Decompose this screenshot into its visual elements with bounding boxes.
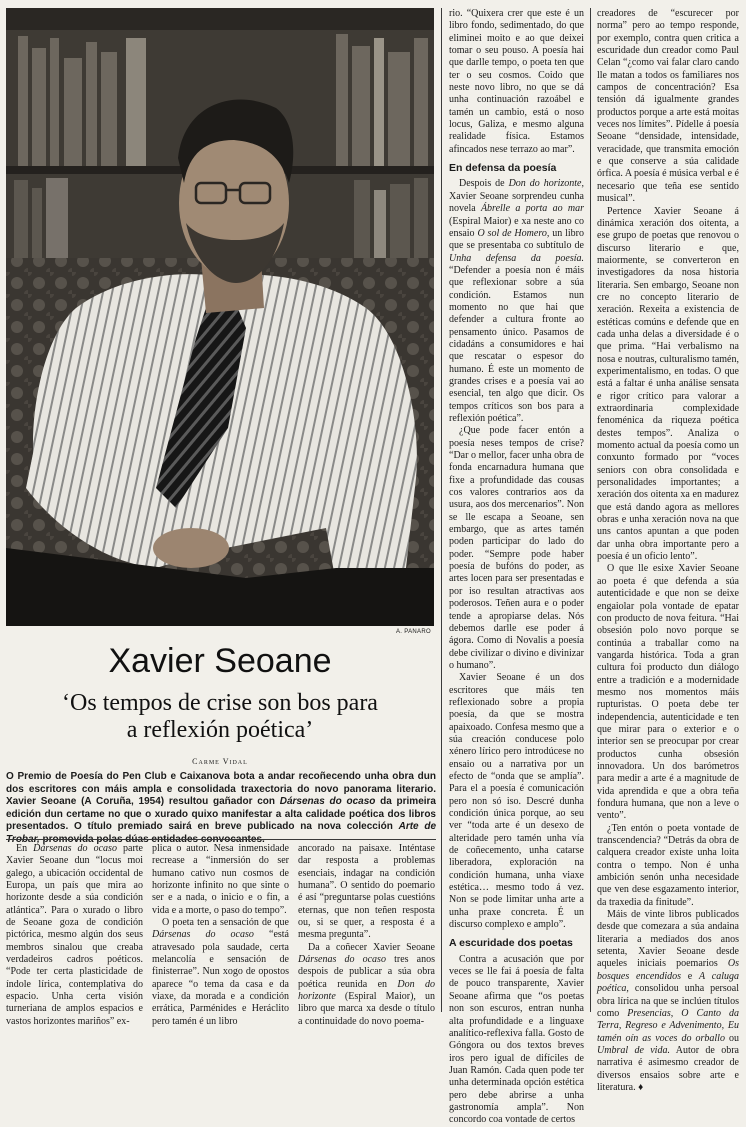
right-column bbox=[597, 8, 740, 1093]
right-paragraph-5 bbox=[597, 909, 739, 1094]
bottom-col1-paragraph bbox=[6, 843, 143, 1028]
bottom-col2-paragraph-1: plica o autor. Nesa inmensidade recrease a “inmersión do ser humano cativo nun cosmos de horizonte infinito no que sinte o ser e a nada, o inicio e o fin, a vida e a morte, o paso do tempo”. bbox=[152, 843, 289, 916]
book-title: Dársenas do ocaso bbox=[152, 929, 254, 941]
book-title: O sol de Homero, bbox=[477, 227, 550, 239]
book-title: A caluga poética, bbox=[597, 970, 739, 995]
book-subtitle: Unha defensa da poesía. bbox=[449, 252, 584, 264]
middle-paragraph-5: Contra a acusación que por veces se lle fai á poesía de falta de pouco transparente, Xavier Seoane afirma que “os poetas non son escuros, entran nunha alta profundidade e a linguaxe analítico-reflexiva falla. Gosto de Góngora ou dos textos breves iros pero igual de difíciles de Juan Ramón. Cada quen pode ter unha determinada opción estética pero debe abrirse a unha gastronomía ampla”. Non concordo coa vontade de certos bbox=[449, 953, 584, 1126]
middle-column bbox=[449, 8, 585, 1126]
column-rule-1 bbox=[441, 8, 442, 1012]
byline bbox=[6, 757, 434, 766]
middle-paragraph-4: Xavier Seoane é un dos escritores que máis ten reflexionado sobre a propia poesía, da que se mostra apaixoado. Confesa mesmo que a súa creación conducese polo xénero lírico pero introdúcese no ensaio ou a narrativa por un efecto de “onda que se amplía”. Para el a poesía é comunicación pero non só iso. Descré dunha condición única porque, ao seu ver “toda arte é un desexo de alteridade pero tamén unha vía de coñecemento, unha catarse liberadora, exploración na condición humana, unha viaxe estética… mesmo todo á vez. Non se pode limitar unha arte a unha praxe concreta. É un discurso complexo e amplo”. bbox=[449, 672, 584, 931]
book-title: Don do horizonte, bbox=[508, 178, 584, 190]
headline-title: Xavier Seoane bbox=[108, 642, 332, 680]
subtitle-line-2: a reflexión poética’ bbox=[126, 717, 314, 743]
middle-paragraph-3: ¿Que pode facer entón a poesía neses tempos de crise? “Dar o mellor, facer unha obra de fonda encarnadura humana que fixe a profundidade das cousas cos valores contrarios aos da usura, aos dos mercenarios”. Non se lle escapa a Seoane, sen embargo, que as artes tamén poden participar do lado do poder. “Sempre pode haber poesía de bufóns do poder, as artes locen para ser presentadas e por iso resultan atractivas aos poderosos. Teñen aura e o poder tende a apropiarse delas. Nós debemos darlle ese poder á ágora. Como di Novalis a poesía debe civilizar o divino e divinizar o humano”. bbox=[449, 425, 584, 671]
text: Máis de vinte libros publicados desde que comezara a súa andaina literaria a mediados dos anos setenta, Xavier Seoane desde aqueles iniciais poemarios bbox=[597, 909, 739, 970]
column-rule-2 bbox=[590, 8, 591, 1012]
byline-author: Carme Vidal bbox=[192, 757, 248, 766]
portrait-illustration bbox=[6, 8, 434, 626]
bottom-column-3 bbox=[298, 843, 435, 1027]
book-title: Umbral de vida. bbox=[597, 1044, 670, 1056]
text: Despois de bbox=[459, 178, 509, 190]
bottom-col2-paragraph-2 bbox=[152, 917, 289, 1028]
text: “está atravesado pola saudade, certa melancolía e sensación de finisterrae”. Nun xogo de opostos aparece “o tema da casa e da viaxe, da morada e a condición errática, Parménides e Heráclito pero tamén é un libro bbox=[152, 929, 289, 1027]
text: parte Xavier Seoane dun “locus moi galego, a ubicación occidental de Europa, un país que mira ao horizonte desde a súa condición atlántica”. Para o xurado o libro de Seoane goza de condición pictórica, mesmo algún dos seus membros sinalou que creaba verdadeiros cadros poéticos. “Pode ter certa plasticidade de índole lírica, contemplativa do espacio. Unha certa visión turneriana de amplos espacios e vastos horizontes mariños” ex- bbox=[6, 843, 143, 1027]
text: Da a coñecer Xavier Seoane bbox=[308, 941, 435, 953]
text: consolidou unha persoal obra lírica na que se inclúen títulos como bbox=[597, 983, 739, 1019]
intro-paragraph bbox=[6, 771, 436, 847]
book-title: Ábrelle a porta ao mar bbox=[480, 203, 584, 215]
text: O poeta ten a sensación de que bbox=[162, 917, 289, 929]
text: (Espiral Maior) e xa neste ano co ensaio bbox=[449, 215, 584, 239]
bottom-column-2 bbox=[152, 843, 289, 1027]
book-title: Os bosques encendidos bbox=[597, 958, 739, 982]
headline-subtitle bbox=[6, 690, 434, 744]
text: un libro que se presentaba co subtítulo de bbox=[449, 227, 585, 252]
bottom-col3-paragraph-2 bbox=[298, 942, 435, 1028]
book-titles: Presencias, O Canto da Terra, Regreso e Advenimento, Eu tamén oín as voces do orballo bbox=[597, 1007, 739, 1044]
subtitle-line-1: ‘Os tempos de crise son bos para bbox=[62, 690, 378, 716]
section-heading-escuridade: A escuridade dos poetas bbox=[449, 937, 573, 950]
text: Xavier Seoane sorprendeu cunha novela bbox=[449, 190, 584, 215]
intro-title-2: Arte de bbox=[398, 821, 437, 833]
intro-text-2: da primeira edición dun certame no que o xurado quixo manifestar a alta calidade poética dos libros presentados. O título premiado sairá en breve publicado na nova colección bbox=[6, 796, 436, 833]
right-paragraph-2: Pertence Xavier Seoane á dinámica xeración dos oitenta, a ese grupo de poetas que renovou o discurso literario e que, maiormente, se converteron en investigadores da nosa historia literaria. Sen embargo, Seoane non cre no concepto literario de xeración. Rexeita a existencia de estéticas comúns e defende que en cada unha delas a diversidade é o que prima. “Hai verbalismo na nosa e noutras, culturalismo tamén, experimentalismo, en todas. O que está a faltar é unha análise sensata e rigor crítico para valorar a extraordinaria complexidade fenoménica da riqueza poética destes tempos”. Analiza o momento actual da poesía como un conxunto formado por “voces seniors con obra consolidada e personalidades importantes; a xeración dos oitenta xa en madurez que está dando agora as mellores obras e unha xeración nova na que uns cantos apuntan a que poden dar unha obra importante pero a poesía é un oficio lento”. bbox=[597, 205, 739, 563]
text: tres anos despois de publicar a súa obra poética reunida en bbox=[298, 954, 435, 990]
intro-rule bbox=[6, 839, 436, 840]
book-title: Don do horizonte bbox=[298, 978, 435, 1003]
text: “Defender a poesía non é máis que reflexionar sobre a súa condición. Estamos nun momento no que hai que defender a cultura fronte ao pensamento único. Pasamos de cidadáns a consumidores e hai que rescatar o espesor do humano. É este un momento de grandes crises e a poesía vai ao esencial, ten algo que dicir. Os tempos críticos son bos para a reflexión poética”. bbox=[449, 264, 584, 424]
portrait-photo bbox=[6, 8, 434, 626]
book-title: Dársenas do ocaso bbox=[298, 954, 386, 966]
book-title: Dársenas do ocaso bbox=[33, 843, 117, 854]
text: En bbox=[16, 843, 34, 854]
section-heading-defensa: En defensa da poesía bbox=[449, 162, 557, 175]
right-paragraph-1: creadores de “escurecer por norma” pero ao tempo responde, por exemplo, contra quen critica a escuridade dun creador como Paul Celan “¿como vai falar claro cando lle matan a todos os familiares nos campos de concentración? Esa tensión dá igualmente grandes productos porque a arte está moitas veces nos límites”. Pídelle á poesía Seoane “densidade, intensidade, veracidade, que transmita emoción e que conserve a súa calidade órfica. A poesía é música verbal e é necesario que teña ese sentido musical”. bbox=[597, 8, 739, 205]
middle-paragraph-1: rio. “Quixera crer que este é un libro fondo, sedimentado, do que eliminei moito e ao que deixei tomar o seu pouso. A poesía hai que darlle tempo, o poeta ten que ter o seu cosmos. Coido que neste novo libro, no que se dá unha continuación razoábel e tamén un cambio, está o noso locus, Galiza, e mesmo alguna realidade física. Estamos afincados nese terrazo ao mar”. bbox=[449, 8, 584, 155]
right-paragraph-4: ¿Ten entón o poeta vontade de transcendencia? “Detrás da obra de calquera creador existe unha loita contra o tempo. Non é unha ambición senón unha necesidade que ven dese esgazamento interior, da traxedia da finitude”. bbox=[597, 822, 739, 908]
text: e bbox=[681, 970, 700, 982]
intro-title-1: Dársenas do ocaso bbox=[279, 796, 376, 808]
text: ou bbox=[724, 1032, 740, 1044]
text: Autor de obra narrativa é asimesmo creador de diversos ensaios sobre arte e literatura. ♦ bbox=[597, 1044, 739, 1093]
photo-credit: A. PANARO bbox=[396, 629, 431, 635]
bottom-column-1 bbox=[6, 843, 143, 1027]
right-paragraph-3: O que lle esixe Xavier Seoane ao poeta é que defenda a súa autenticidade e que non se deixe engaiolar pola vontade de epatar con producto de nova feitura. “Hai obsesión polo novo porque se continúa a traballar como na vangarda histórica. Toda a gran cultura foi producto dun diálogo entre a tradición e a modernidade mesmo nos momentos máis rupturistas. O poeta debe ter independencia, autenticidade e ten que mirar para o exterior e o interior sen se preocupar por crear productos cunha obsesión innovadora. Un dos barómetros para medir a arte é a magnitude de vida aprendida e que a obra teña fondura humana, que non a leve o vento”. bbox=[597, 563, 739, 822]
bottom-col3-paragraph-1: ancorado na paisaxe. Inténtase dar resposta a problemas esenciais, indagar na condición humana”. O sentido do poemario é así “preguntarse polas cuestións eternas, que non teñen resposta ou, si se quer, a resposta é a mesma pregunta”. bbox=[298, 843, 435, 941]
middle-paragraph-2 bbox=[449, 178, 584, 425]
intro-text-1: O Premio de Poesía do Pen Club e Caixanova bota a andar recoñecendo unha obra dun dos escritores con máis ampla e consolidada traxectoria do novo panorama literario. Xavier Seoane (A Coruña, 1954) resultou gañador con bbox=[6, 771, 436, 808]
text: (Espiral Maior), un libro que marca xa desde o título a continuidade do novo poema- bbox=[298, 991, 435, 1027]
